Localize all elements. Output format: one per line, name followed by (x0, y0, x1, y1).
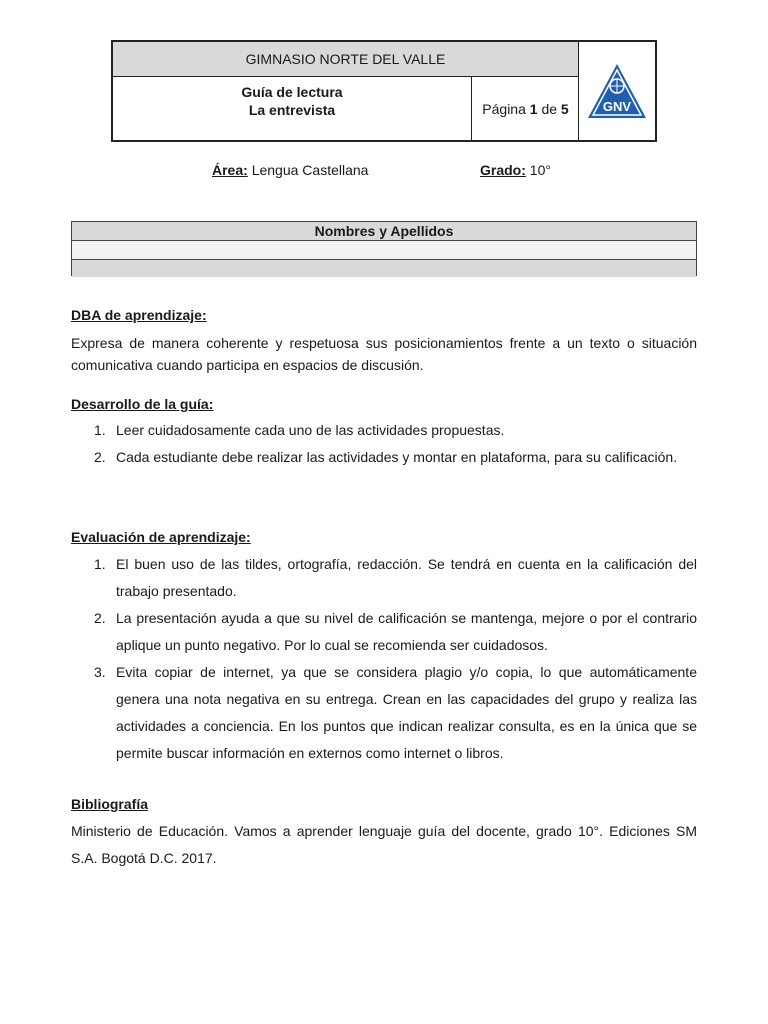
guide-title: Guía de lectura (241, 84, 343, 100)
names-table (71, 221, 697, 276)
names-table-header: Nombres y Apellidos (72, 222, 696, 241)
guide-title-cell (113, 77, 472, 140)
development-list (71, 417, 697, 471)
list-item: 1. El buen uso de las tildes, ortografía, redacción. Se tendrá en cuenta en la calificación del trabajo presentado. (94, 556, 697, 599)
list-item: 2. Cada estudiante debe realizar las actividades y montar en plataforma, para su calificación. (94, 449, 678, 465)
development-heading: Desarrollo de la guía: (71, 396, 214, 412)
dba-text: Expresa de manera coherente y respetuosa sus posicionamientos frente a un texto o situación comunicativa cuando participa en espacios de discusión. (71, 335, 697, 373)
logo-text: GNV (602, 99, 632, 114)
bibliography-text: Ministerio de Educación. Vamos a aprender lenguaje guía del docente, grado 10°. Ediciones SM S.A. Bogotá D.C. 2017. (71, 823, 697, 866)
page-indicator (473, 77, 579, 140)
area-field (212, 162, 368, 178)
page-current: 1 (529, 100, 538, 117)
evaluation-list (71, 551, 697, 767)
guide-subtitle: La entrevista (248, 102, 336, 118)
school-name: GIMNASIO NORTE DEL VALLE (113, 42, 579, 77)
gnv-logo-icon (584, 58, 650, 124)
area-label: Área: (212, 162, 248, 178)
list-item: 2. La presentación ayuda a que su nivel de calificación se mantenga, mejore o por el contrario aplique un punto negativo. Por lo cual se recomienda ser cuidadosos. (94, 610, 697, 653)
page-prefix: Página (482, 100, 526, 117)
bibliography-heading: Bibliografía (71, 796, 149, 812)
header-table (111, 40, 657, 142)
names-input-row-2[interactable] (72, 260, 696, 277)
list-item: 3. Evita copiar de internet, ya que se considera plagio y/o copia, lo que automáticamente genera una nota negativa en su entrega. Crean en las capacidades del grupo y realiza las actividades a conciencia. En los puntos que indican realizar consulta, es en la única que se permite buscar información en externos como internet o libros. (94, 664, 697, 761)
names-input-row-1[interactable] (72, 241, 696, 260)
page-total: 5 (560, 100, 569, 117)
school-logo (579, 42, 655, 140)
grade-field (480, 162, 551, 178)
area-value: Lengua Castellana (251, 162, 369, 178)
grade-value: 10° (529, 162, 551, 178)
dba-heading: DBA de aprendizaje: (71, 307, 207, 323)
page-of: de (541, 100, 558, 117)
grade-label: Grado: (480, 162, 526, 178)
evaluation-heading: Evaluación de aprendizaje: (71, 529, 251, 545)
list-item: 1. Leer cuidadosamente cada uno de las actividades propuestas. (94, 422, 505, 438)
